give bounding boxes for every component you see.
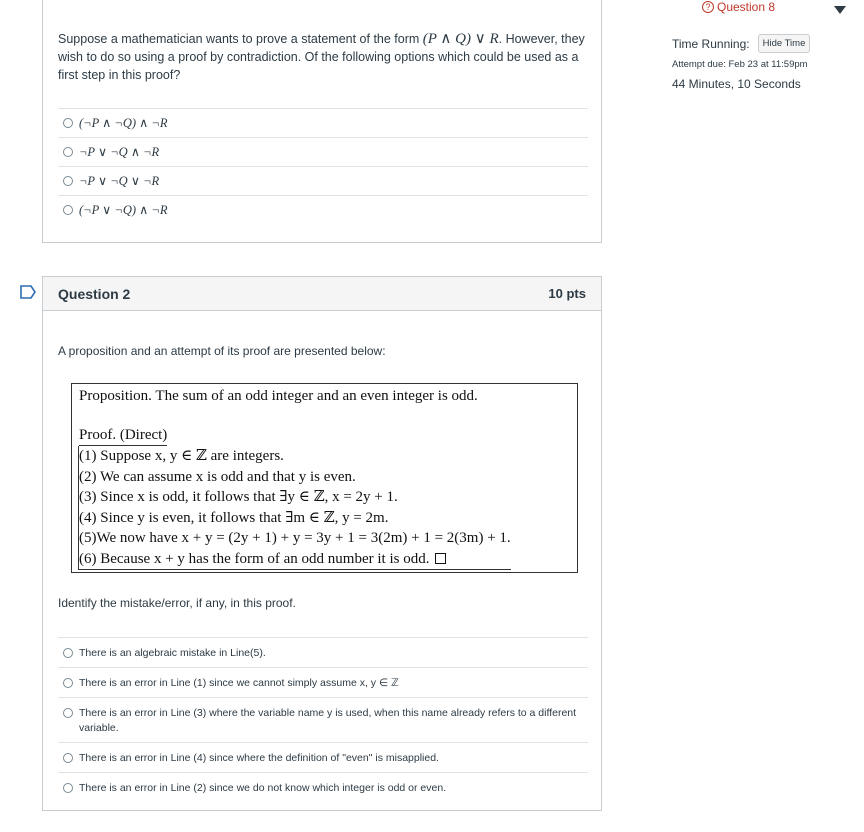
question-2-title: Question 2 bbox=[58, 285, 131, 302]
caret-down-icon[interactable] bbox=[834, 6, 846, 14]
proof-line-6-row bbox=[79, 549, 511, 570]
question-circle-icon: ? bbox=[702, 1, 714, 13]
answer-option[interactable] bbox=[58, 742, 588, 772]
proof-line-5: (5)We now have x + y = (2y + 1) + y = 3y + 1 = 3(2m) + 1 = 2(3m) + 1. bbox=[79, 530, 511, 546]
question-1-answers bbox=[58, 108, 588, 224]
proof-line-4: (4) Since y is even, it follows that ∃m ∈ ℤ, y = 2m. bbox=[79, 509, 389, 526]
radio-button[interactable] bbox=[63, 708, 73, 718]
question-2-card bbox=[42, 276, 602, 811]
answer-label: ¬P ∨ ¬Q ∧ ¬R bbox=[79, 145, 160, 159]
answer-option[interactable] bbox=[58, 697, 588, 742]
answer-option[interactable] bbox=[58, 137, 588, 166]
answer-option[interactable] bbox=[58, 195, 588, 224]
answer-option[interactable] bbox=[58, 108, 588, 137]
radio-button[interactable] bbox=[63, 205, 73, 215]
radio-button[interactable] bbox=[63, 783, 73, 793]
question-1-text-after: . However, they wish to do so using a proof by contradiction. Of the following options which could be used as a first step in this proof? bbox=[58, 32, 585, 82]
answer-label: ¬P ∨ ¬Q ∨ ¬R bbox=[79, 174, 160, 188]
answer-option[interactable] bbox=[58, 637, 588, 667]
question-1-formula: (P ∧ Q) ∨ R bbox=[422, 31, 499, 47]
hide-time-button[interactable]: Hide Time bbox=[758, 34, 811, 53]
answer-label: There is an error in Line (2) since we do not know which integer is odd or even. bbox=[79, 782, 447, 794]
question-2-answers bbox=[58, 637, 588, 802]
flag-icon[interactable] bbox=[20, 285, 36, 299]
proof-line-6: (6) Because x + y has the form of an odd number it is odd. bbox=[79, 550, 430, 567]
proof-lines bbox=[78, 446, 511, 570]
identify-prompt: Identify the mistake/error, if any, in this proof. bbox=[58, 596, 296, 610]
proof-line-3: (3) Since x is odd, it follows that ∃y ∈ ℤ, x = 2y + 1. bbox=[79, 489, 398, 505]
answer-option[interactable] bbox=[58, 772, 588, 802]
answer-label: There is an error in Line (4) since where the definition of "even" is misapplied. bbox=[79, 752, 439, 764]
radio-button[interactable] bbox=[63, 118, 73, 128]
answer-option[interactable] bbox=[58, 166, 588, 195]
time-running-label: Time Running: bbox=[672, 36, 750, 51]
answer-label: There is an error in Line (3) where the variable name y is used, when this name already refers to a different variable. bbox=[79, 707, 577, 734]
proof-line-1: (1) Suppose x, y ∈ ℤ are integers. bbox=[79, 448, 284, 464]
radio-button[interactable] bbox=[63, 147, 73, 157]
time-remaining: 44 Minutes, 10 Seconds bbox=[672, 77, 801, 91]
proof-box bbox=[71, 383, 578, 573]
answer-label: (¬P ∨ ¬Q) ∧ ¬R bbox=[79, 203, 168, 217]
question-1-text bbox=[58, 30, 588, 84]
question-2-header bbox=[43, 277, 601, 311]
radio-button[interactable] bbox=[63, 753, 73, 763]
proof-heading: Proof. (Direct) bbox=[79, 426, 167, 446]
timer-panel bbox=[672, 34, 832, 91]
radio-button[interactable] bbox=[63, 648, 73, 658]
question-2-points: 10 pts bbox=[548, 286, 586, 301]
answer-option[interactable] bbox=[58, 667, 588, 697]
question-1-card bbox=[42, 0, 602, 243]
attempt-due: Attempt due: Feb 23 at 11:59pm bbox=[672, 59, 808, 70]
question-nav-label: Question 8 bbox=[717, 0, 776, 14]
qed-square-icon bbox=[435, 553, 446, 564]
question-nav-link[interactable] bbox=[702, 0, 775, 14]
question-1-text-before: Suppose a mathematician wants to prove a statement of the form bbox=[58, 32, 423, 46]
question-2-intro: A proposition and an attempt of its proof are presented below: bbox=[58, 344, 386, 358]
answer-label: (¬P ∧ ¬Q) ∧ ¬R bbox=[79, 116, 168, 130]
radio-button[interactable] bbox=[63, 176, 73, 186]
answer-label: There is an algebraic mistake in Line(5). bbox=[79, 647, 266, 659]
answer-label: There is an error in Line (1) since we cannot simply assume x, y ∈ ℤ bbox=[79, 677, 399, 689]
radio-button[interactable] bbox=[63, 678, 73, 688]
proposition-text: Proposition. The sum of an odd integer and an even integer is odd. bbox=[79, 388, 478, 404]
proof-line-2: (2) We can assume x is odd and that y is even. bbox=[79, 468, 356, 485]
